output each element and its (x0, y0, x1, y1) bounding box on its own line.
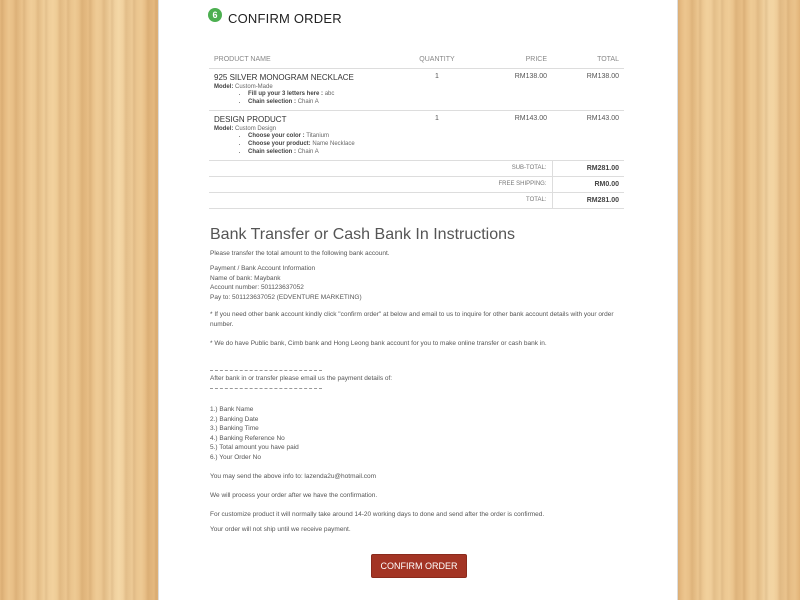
bank-intro: Please transfer the total amount to the following bank account. (210, 250, 390, 257)
subtotal-label: SUB-TOTAL: (209, 161, 552, 177)
checkout-content (181, 0, 654, 600)
list-item: 4.) Banking Reference No (210, 434, 285, 442)
process-info-text: We will process your order after we have the confirmation. (210, 492, 378, 499)
list-item: 1.) Bank Name (210, 406, 254, 413)
bank-account-number: Account number: 501123637052 (210, 284, 304, 291)
bank-note-online-transfer: * We do have Public bank, Cimb bank and Hong Leong bank account for you to make online transfer or cash bank in. (210, 340, 547, 347)
subtotal-row (209, 161, 624, 177)
checkout-panel (158, 0, 678, 600)
list-item (248, 90, 397, 98)
subtotal-value: RM281.00 (552, 161, 624, 177)
quantity-cell: 1 (402, 69, 472, 111)
table-header-row (209, 52, 624, 69)
product-options (214, 90, 397, 106)
list-item (248, 98, 397, 106)
list-item: 3.) Banking Time (210, 425, 259, 432)
wood-background-right (676, 0, 800, 600)
model-label: Model: (214, 126, 234, 132)
option-label: Fill up your 3 letters here : (248, 91, 324, 97)
quantity-cell: 1 (402, 111, 472, 161)
model-label: Model: (214, 84, 234, 90)
step-title: CONFIRM ORDER (228, 11, 342, 26)
price-cell: RM143.00 (472, 111, 552, 161)
list-item: 2.) Banking Date (210, 415, 259, 423)
list-item: 6.) Your Order No (210, 453, 261, 461)
bank-instructions-title: Bank Transfer or Cash Bank In Instructions (210, 226, 516, 243)
product-options (214, 132, 397, 156)
total-row (209, 193, 624, 209)
order-summary-table (209, 52, 624, 209)
option-label: Choose your product: (248, 141, 311, 147)
option-value: Titanium (306, 133, 330, 139)
bank-info-heading: Payment / Bank Account Information (210, 265, 316, 272)
send-info-text: You may send the above info to: lazenda2u@hotmail.com (210, 473, 377, 480)
bank-pay-to: Pay to: 501123637052 (EDVENTURE MARKETING) (210, 293, 362, 301)
payment-details-section (210, 370, 630, 389)
model-value: Custom Design (235, 126, 277, 132)
option-label: Choose your color : (248, 133, 305, 139)
product-name: DESIGN PRODUCT (214, 115, 287, 124)
header-total: TOTAL (552, 52, 624, 69)
customize-info-text: For customize product it will normally take around 14-20 working days to done and send after the order is confirmed. (210, 511, 545, 518)
total-cell: RM143.00 (552, 111, 624, 161)
option-value: Chain A (297, 149, 319, 155)
divider (210, 370, 322, 371)
bank-account-info (210, 264, 630, 302)
shipping-row (209, 177, 624, 193)
option-value: Chain A (297, 99, 319, 105)
table-row (209, 69, 624, 111)
payment-details-heading: After bank in or transfer please email us the payment details of: (210, 375, 393, 382)
price-cell: RM138.00 (472, 69, 552, 111)
list-item (248, 132, 397, 140)
bank-note-other-accounts: * If you need other bank account kindly click "confirm order" at below and email to us to inquire for other bank account details with your order number. (210, 311, 614, 328)
total-value: RM281.00 (552, 193, 624, 209)
ship-info-text: Your order will not ship until we receive payment. (210, 526, 351, 533)
bank-name: Name of bank: Maybank (210, 274, 281, 282)
payment-details-list (210, 405, 630, 462)
option-label: Chain selection : (248, 149, 297, 155)
header-price: PRICE (472, 52, 552, 69)
step-number-badge: 6 (208, 8, 222, 22)
option-label: Chain selection : (248, 99, 297, 105)
confirm-order-button[interactable]: CONFIRM ORDER (371, 554, 467, 578)
option-value: abc (324, 91, 335, 97)
option-value: Name Necklace (312, 141, 355, 147)
model-value: Custom-Made (235, 84, 273, 90)
product-cell (209, 69, 402, 111)
wood-background-left (0, 0, 158, 600)
table-row (209, 111, 624, 161)
header-product-name: PRODUCT NAME (209, 52, 402, 69)
list-item: 5.) Total amount you have paid (210, 444, 299, 451)
total-label: TOTAL: (209, 193, 552, 209)
shipping-label: FREE SHIPPING: (209, 177, 552, 193)
product-cell (209, 111, 402, 161)
total-cell: RM138.00 (552, 69, 624, 111)
shipping-value: RM0.00 (552, 177, 624, 193)
header-quantity: QUANTITY (402, 52, 472, 69)
list-item (248, 148, 397, 156)
divider (210, 388, 322, 389)
list-item (248, 140, 397, 148)
product-name: 925 SILVER MONOGRAM NECKLACE (214, 73, 354, 82)
